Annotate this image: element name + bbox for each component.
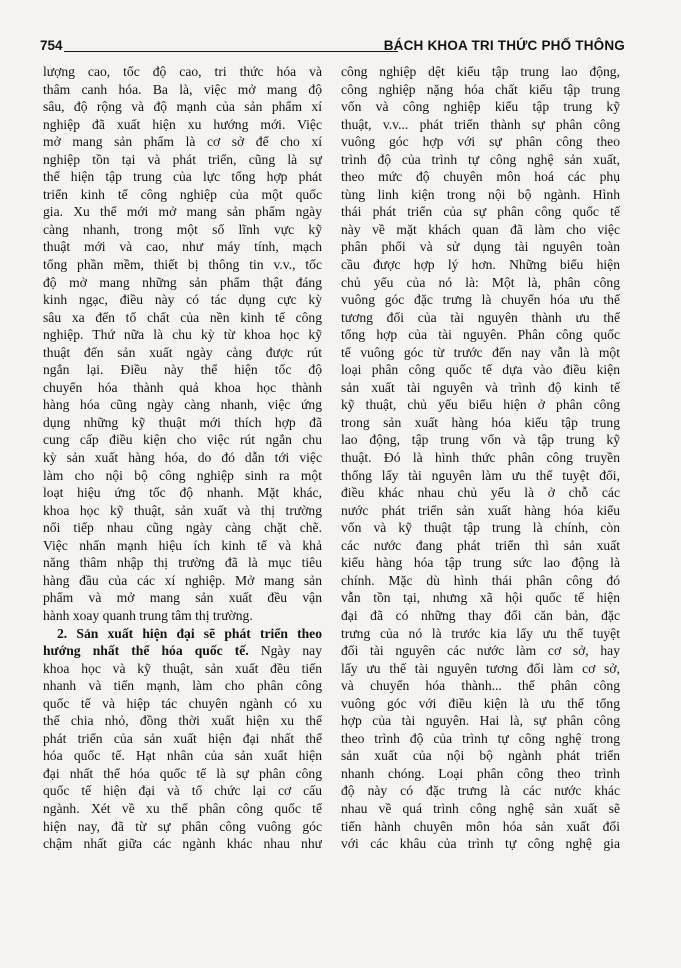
text-line: đại đã có những thay đổi căn bản, đặc (341, 607, 620, 623)
text-line: hành xoay quanh trung tâm thị trường. (43, 607, 253, 623)
page-number: 754 (40, 38, 63, 53)
text-line: trưng của nó là trước kia lấy ưu thế tuyệt (341, 625, 620, 641)
section-heading-end: hướng nhất thể hóa quốc tế. (43, 643, 249, 659)
text-line: sản xuất của nội bộ ngành phát triển (341, 748, 620, 764)
left-column-text-after (43, 660, 322, 853)
right-column (341, 63, 620, 853)
text-line: làm cho nội bộ công nghiệp sinh ra một (43, 467, 322, 483)
text-line: loại phân công quốc tế dựa vào điều kiện (341, 362, 620, 378)
text-line: chuyển hóa thành quả khoa học thành (43, 379, 322, 395)
text-line: hiện nay, đã từ sự phân công vuông góc (43, 818, 322, 834)
text-line: lượng cao, tốc độ cao, tri thức hóa và (43, 64, 322, 79)
text-line: độ này có đặc trưng là các nước khác (341, 783, 620, 799)
text-line: hóa quốc tế. Hạt nhân của sản xuất hiện (43, 748, 322, 764)
text-line: nghiệp tồn tại và phát triển, cũng là sự (43, 151, 322, 167)
text-line: khoa học và kỹ thuật, sản xuất đều tiến (43, 660, 322, 676)
text-line: công nghiệp dệt kiểu tập trung lao động, (341, 64, 620, 79)
text-line: trình độ của trình tự công nghệ sản xuất, (341, 151, 620, 167)
text-line: loạt hiệu ứng tốc độ nhanh. Mặt khác, (43, 485, 322, 501)
text-line: thuật, v.v... phát triển thành sự phân công (341, 116, 620, 132)
text-line: tùng linh kiện trong nội bộ ngành. Hình (341, 186, 620, 202)
paragraph-start: Ngày nay (248, 643, 322, 659)
text-line: chính. Mặc dù hình thái phân công đó (341, 572, 620, 588)
text-line: trong sản xuất hàng hóa kiểu tập trung (341, 414, 620, 430)
text-line: nối tiếp nhau cũng ngày càng chặt chẽ. (43, 520, 322, 536)
text-line: cung cấp điều kiện cho việc rút ngắn chu (43, 432, 322, 448)
text-line: với các khâu của trình tự công nghệ gia (341, 836, 620, 852)
text-line: này về mặt khách quan đã làm cho việc (341, 221, 620, 237)
page-header (40, 38, 625, 60)
text-line: thống lấy tài nguyên làm ưu thế tuyệt đối, (341, 467, 620, 483)
text-line: thuật đến sản xuất ngày càng được rút (43, 344, 322, 360)
text-line: theo trình độ của trình tự công nghệ trong (341, 730, 620, 746)
header-rule (64, 51, 398, 52)
text-line: đại nhất thể hóa quốc tế là sự phân công (43, 765, 322, 781)
text-line: thái phát triển của sự phân công quốc tế (341, 204, 620, 220)
text-line: độ mở mang những sản phẩm thật đáng (43, 274, 322, 290)
text-line: phẩm và mở mang sản xuất đều vận (43, 590, 322, 606)
text-line: tương đối của tài nguyên thành ưu thế (341, 309, 620, 325)
text-line: hàng hóa cũng ngày càng nhanh, việc ứng (43, 397, 322, 413)
text-line: dụng những kỹ thuật mới thích hợp đã (43, 414, 322, 430)
text-line: theo mức độ chuyên môn hoá các phụ (341, 169, 620, 185)
text-line: năng thâm nhập thị trường đã là mục tiêu (43, 555, 322, 571)
text-line: khoa học kỹ thuật, sản xuất và thị trường (43, 502, 322, 518)
text-line: công nghiệp nặng hóa chất kiểu tập trung (341, 81, 620, 97)
text-line: gia. Xu thế mới mở mang sản phẩm ngày (43, 204, 322, 220)
text-line: kỳ sản xuất hàng hóa, do đó dẫn tới việc (43, 450, 322, 466)
text-line: hợp của tài nguyên. Hai là, sự phân công (341, 713, 620, 729)
text-line: vuông góc với điều kiện là ưu thế tổng (341, 695, 620, 711)
text-line: nhau về quá trình công nghệ sản xuất sẽ (341, 800, 620, 816)
text-line: phát triển của sản xuất hiện đại nhất thể (43, 730, 322, 746)
text-line: ngành. Xét về xu thế phân công quốc tế (43, 800, 322, 816)
text-line: phân phối và sử dụng tài nguyên toàn (341, 239, 620, 255)
text-line: nhanh và tiến mạnh, làm cho phân công (43, 678, 322, 694)
text-line: thể hiện tập trung của lực tổng hợp phát (43, 169, 322, 185)
text-line: cầu được hợp lý hơn. Những biểu hiện (341, 257, 620, 273)
text-line: chậm nhất giữa các ngành khác nhau như (43, 836, 322, 852)
text-line: các nước đang phát triển thì sản xuất (341, 537, 620, 553)
text-line: càng nhanh, trong một số lĩnh vực kỹ (43, 221, 322, 237)
text-line: kỹ thuật, chủ yếu biểu hiện ở phân công (341, 397, 620, 413)
text-line: vẫn tồn tại, nhưng xã hội quốc tế hiện (341, 590, 620, 606)
text-line: vuông góc hợp với sự phân công theo (341, 134, 620, 150)
text-line: sản xuất tài nguyên và trình độ kinh tế (341, 379, 620, 395)
section-heading-continued (43, 642, 322, 660)
text-line: đối tài nguyên các nước làm cơ sở, hay (341, 643, 620, 659)
text-line: điều khác nhau chủ yếu là ở chỗ các (341, 485, 620, 501)
text-line: sâu xa đến tố chất của nền kinh tế công (43, 309, 322, 325)
text-line: triển kinh tế công nghiệp của một quốc (43, 186, 322, 202)
text-line: nghiệp. Thứ nữa là chu kỳ từ khoa học kỹ (43, 327, 322, 343)
text-line: và chuyển hóa thành... thế phân công (341, 678, 620, 694)
text-line: nghiệp đã xuất hiện xu hướng mới. Việc (43, 116, 322, 132)
text-line: vuông góc đặc trưng là chuyển hóa ưu thế (341, 292, 620, 308)
text-line: kinh ngạc, điều này có tác dụng cực kỳ (43, 292, 322, 308)
text-line: sâu, độ rộng và độ mạnh của sản phẩm xí (43, 99, 322, 115)
left-column-text-before (43, 63, 322, 625)
text-line: vốn và kỹ thuật tập trung là chính, còn (341, 520, 620, 536)
text-line: tiến hành chuyên môn hóa sản xuất đối (341, 818, 620, 834)
right-column-text (341, 63, 620, 853)
text-line: quốc tế hiện đại và tổ chức lại cơ cấu (43, 783, 322, 799)
text-line: tổng hợp của tài nguyên. Phân công quốc (341, 327, 620, 343)
text-line: nhanh chóng. Loại phân công theo trình (341, 765, 620, 781)
text-line: hàng đầu của các xí nghiệp. Mở mang sản (43, 572, 322, 588)
left-column (43, 63, 322, 853)
text-line: thế chia nhỏ, đồng thời xuất hiện xu thế (43, 713, 322, 729)
text-line: quốc tế và hiệp tác chuyên ngành có xu (43, 695, 322, 711)
text-line: mở mang sản phẩm là cơ sở để cho xí (43, 134, 322, 150)
text-line: lao động, tập trung vốn và tập trung kỹ (341, 432, 620, 448)
section-heading: 2. Sản xuất hiện đại sẽ phát triển theo (57, 625, 322, 641)
text-line: tế vuông góc từ trước đến nay vẫn là một (341, 344, 620, 360)
text-line: Việc nhấn mạnh hiệu ích kinh tế và khả (43, 537, 322, 553)
text-line: thuật mới và cao, như máy tính, mạch (43, 239, 322, 255)
text-line: kiểu hàng hóa tập trung sức lao động là (341, 555, 620, 571)
text-line: vốn và công nghiệp kiểu tập trung kỹ (341, 99, 620, 115)
text-line: chủ yếu của nó là: Một là, phân công (341, 274, 620, 290)
text-line: lấy ưu thế tài nguyên tương đối làm cơ sở, (341, 660, 620, 676)
text-line: nước phát triển sản xuất hàng hóa kiểu (341, 502, 620, 518)
text-line: thuật. Đó là hình thức phân công truyền (341, 450, 620, 466)
text-line: tổng phần mềm, thiết bị thông tin v.v., tốc (43, 257, 322, 273)
running-title: BÁCH KHOA TRI THỨC PHỔ THÔNG (383, 38, 625, 53)
text-line: ngắn lại. Điều này thể hiện tốc độ (43, 362, 322, 378)
text-line: thâm canh hóa. Ba là, việc mở mang độ (43, 81, 322, 97)
